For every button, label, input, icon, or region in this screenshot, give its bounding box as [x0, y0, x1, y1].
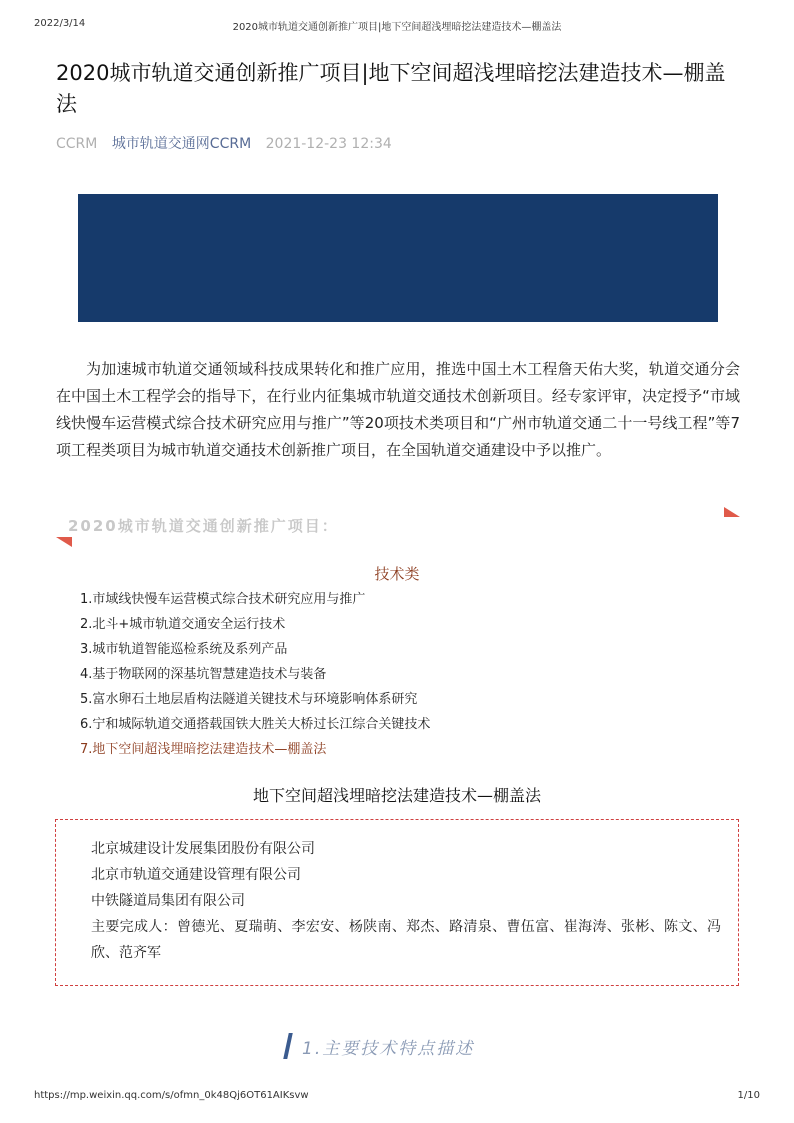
intro-paragraph: 为加速城市轨道交通领域科技成果转化和推广应用，推选中国土木工程詹天佑大奖，轨道交通分会在中国土木工程学会的指导下，在行业内征集城市轨道交通技术创新项目。经专家评审，决定授予“市域线快慢车运营模式综合技术研究应用与推广”等20项技术类项目和“广州市轨道交通二十一号线工程”等7项工程类项目为城市轨道交通技术创新推广项目，在全国轨道交通建设中予以推广。 [56, 360, 740, 459]
category-title: 技术类 [374, 565, 420, 583]
project-item: 2.北斗+城市轨道交通安全运行技术 [80, 617, 286, 632]
article-title: 2020城市轨道交通创新推广项目|地下空间超浅埋暗挖法建造技术—棚盖法 [56, 61, 726, 116]
corner-accent-icon [56, 537, 72, 547]
publish-time: 2021-12-23 12:34 [265, 136, 392, 152]
project-item: 4.基于物联网的深基坑智慧建造技术与装备 [80, 667, 327, 682]
print-url: https://mp.weixin.qq.com/s/ofmn_0k48Qj6OT61AIKsvw [34, 1090, 309, 1101]
project-item: 3.城市轨道智能巡检系统及系列产品 [80, 642, 288, 657]
section-heading-text: 2020城市轨道交通创新推广项目： [68, 517, 339, 535]
main-contributors: 主要完成人：曾德光、夏瑞萌、李宏安、杨陕南、郑杰、路清泉、曹伍富、崔海涛、张彬、陈文、冯欣、范齐军 [91, 919, 721, 961]
subsection-heading [0, 1030, 794, 1064]
project-item: 1.市域线快慢车运营模式综合技术研究应用与推广 [80, 592, 366, 607]
unit-name: 北京市轨道交通建设管理有限公司 [91, 867, 301, 883]
unit-name: 北京城建设计发展集团股份有限公司 [91, 841, 315, 857]
project-list [80, 587, 430, 762]
page-number: 1/10 [737, 1090, 760, 1101]
meta-tag: CCRM [56, 136, 98, 152]
project-item-current: 7.地下空间超浅埋暗挖法建造技术—棚盖法 [80, 742, 327, 757]
corner-accent-icon [724, 507, 740, 517]
heading-bar-icon [283, 1033, 293, 1059]
banner-image [78, 194, 718, 322]
project-item: 6.宁和城际轨道交通搭载国铁大胜关大桥过长江综合关键技术 [80, 717, 431, 732]
print-page-title: 2020城市轨道交通创新推广项目|地下空间超浅埋暗挖法建造技术—棚盖法 [232, 22, 562, 33]
project-info-box [55, 819, 739, 986]
article-meta [56, 133, 392, 153]
project-item: 5.富水卵石土地层盾构法隧道关键技术与环境影响体系研究 [80, 692, 418, 707]
project-title: 地下空间超浅埋暗挖法建造技术—棚盖法 [252, 786, 541, 805]
subsection-heading-text: 1.主要技术特点描述 [302, 1039, 475, 1059]
section-heading [56, 507, 740, 547]
print-date: 2022/3/14 [34, 18, 86, 29]
account-name-link[interactable]: 城市轨道交通网CCRM [111, 136, 252, 152]
unit-name: 中铁隧道局集团有限公司 [91, 893, 245, 909]
